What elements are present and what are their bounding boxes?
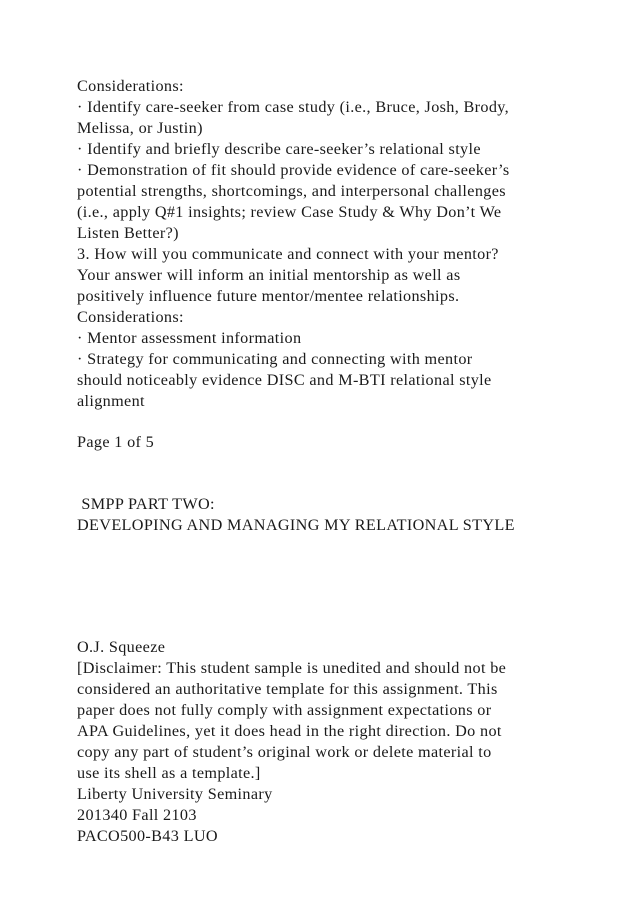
text-line: should noticeably evidence DISC and M-BTI relational style [77,371,492,389]
text-line: alignment [77,392,145,410]
disclaimer-line: paper does not fully comply with assignment expectations or [77,701,492,719]
term-line: 201340 Fall 2103 [77,806,197,824]
text-line: · Identify care-seeker from case study (i.e., Bruce, Josh, Brody, [77,98,510,116]
course-code: PACO500-B43 LUO [77,827,218,845]
author-name: O.J. Squeeze [77,638,166,656]
text-line: 3. How will you communicate and connect with your mentor? [77,245,499,263]
text-line: · Mentor assessment information [77,329,302,347]
page-number: Page 1 of 5 [77,433,155,451]
text-line: potential strengths, shortcomings, and interpersonal challenges [77,182,506,200]
text-line: (i.e., apply Q#1 insights; review Case Study & Why Don’t We [77,203,502,221]
text-line: · Strategy for communicating and connecting with mentor [77,350,473,368]
section-subtitle: DEVELOPING AND MANAGING MY RELATIONAL STYLE [77,516,515,534]
text-line: positively influence future mentor/mentee relationships. [77,287,460,305]
section-title: SMPP PART TWO: [77,495,215,513]
disclaimer-line: use its shell as a template.] [77,764,261,782]
disclaimer-line: copy any part of student’s original work or delete material to [77,743,492,761]
disclaimer-line: APA Guidelines, yet it does head in the right direction. Do not [77,722,502,740]
text-line: · Identify and briefly describe care-seeker’s relational style [77,140,481,158]
text-line: Melissa, or Justin) [77,119,203,137]
text-line: Considerations: [77,308,184,326]
text-line: · Demonstration of fit should provide evidence of care-seeker’s [77,161,510,179]
text-line: Listen Better?) [77,224,179,242]
institution-name: Liberty University Seminary [77,785,273,803]
disclaimer-line: considered an authoritative template for this assignment. This [77,680,498,698]
text-line: Considerations: [77,77,184,95]
text-line: Your answer will inform an initial mentorship as well as [77,266,461,284]
disclaimer-line: [Disclaimer: This student sample is unedited and should not be [77,659,507,677]
